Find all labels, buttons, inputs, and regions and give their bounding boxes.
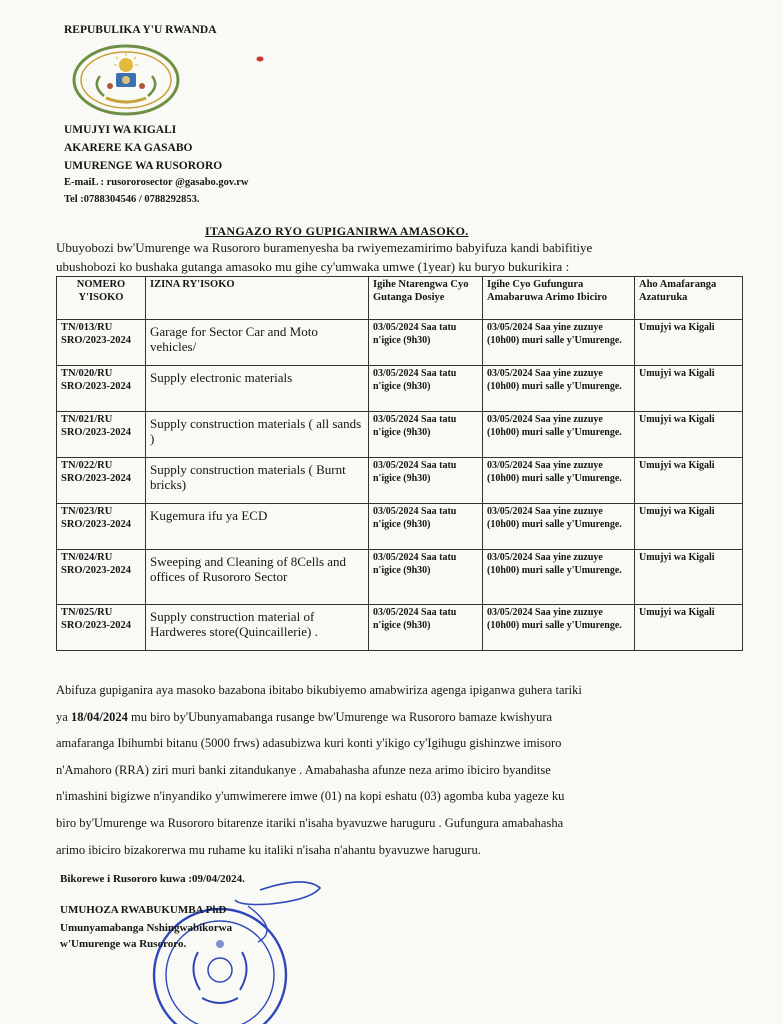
paragraph-line: Abifuza gupiganira aya masoko bazabona ibitabo bikubiyemo amabwiriza agenga ipiganwa guhera tariki	[56, 683, 582, 697]
tender-source: Umujyi wa Kigali	[635, 550, 743, 605]
paragraph-line: amafaranga Ibihumbi bitanu (5000 frws) adasubizwa kuri konti y'ikigo cy'Igihugu gishinzwe imisoro	[56, 736, 562, 751]
tender-source: Umujyi wa Kigali	[635, 366, 743, 412]
tender-opening: 03/05/2024 Saa yine zuzuye (10h00) muri salle y'Umurenge.	[483, 605, 635, 651]
table-row	[57, 458, 743, 504]
place-and-date: Bikorewe i Rusororo kuwa :09/04/2024.	[60, 873, 245, 885]
tender-opening: 03/05/2024 Saa yine zuzuye (10h00) muri salle y'Umurenge.	[483, 504, 635, 550]
table-row	[57, 550, 743, 605]
notice-intro-line-2: ubushobozi ko bushaka gutanga amasoko mu gihe cy'umwaka umwe (1year) ku buryo bukurikira :	[56, 259, 570, 274]
tender-source: Umujyi wa Kigali	[635, 605, 743, 651]
header-tender-number: NOMERO Y'ISOKO	[57, 277, 146, 320]
tender-deadline: 03/05/2024 Saa tatu n'igice (9h30)	[369, 412, 483, 458]
tender-name: Supply construction materials ( Burnt bricks)	[146, 458, 369, 504]
tender-opening: 03/05/2024 Saa yine zuzuye (10h00) muri salle y'Umurenge.	[483, 550, 635, 605]
table-row	[57, 605, 743, 651]
tender-deadline: 03/05/2024 Saa tatu n'igice (9h30)	[369, 605, 483, 651]
paragraph-line	[56, 704, 746, 731]
tenders-table	[56, 276, 743, 651]
signatory-sector: w'Umurenge wa Rusororo.	[60, 938, 187, 950]
tender-source: Umujyi wa Kigali	[635, 458, 743, 504]
red-ink-mark	[256, 56, 264, 62]
contact-phone: Tel :0788304546 / 0788292853.	[64, 194, 200, 205]
paragraph-line: n'Amahoro (RRA) ziri muri banki zitandukanye . Amabahasha afunze neza arimo ibiciro byanditse	[56, 762, 551, 777]
table-row	[57, 412, 743, 458]
tender-opening: 03/05/2024 Saa yine zuzuye (10h00) muri salle y'Umurenge.	[483, 458, 635, 504]
table-row	[57, 320, 743, 366]
paragraph-line-prefix: ya	[56, 709, 71, 724]
tender-deadline: 03/05/2024 Saa tatu n'igice (9h30)	[369, 550, 483, 605]
header-submission-deadline: Igihe Ntarengwa Cyo Gutanga Dosiye	[369, 277, 483, 320]
contact-email: E-maiL : rusororosector @gasabo.gov.rw	[64, 177, 249, 188]
tender-number: TN/024/RU SRO/2023-2024	[57, 550, 146, 605]
tender-number: TN/020/RU SRO/2023-2024	[57, 366, 146, 412]
tender-source: Umujyi wa Kigali	[635, 504, 743, 550]
table-row	[57, 366, 743, 412]
tender-name: Sweeping and Cleaning of 8Cells and offices of Rusororo Sector	[146, 550, 369, 605]
tender-opening: 03/05/2024 Saa yine zuzuye (10h00) muri salle y'Umurenge.	[483, 320, 635, 366]
paragraph-line: biro by'Umurenge wa Rusororo bitarenze itariki n'isaha byavuzwe haruguru . Gufungura amabahasha	[56, 815, 564, 830]
tender-source: Umujyi wa Kigali	[635, 320, 743, 366]
tender-name: Supply construction materials ( all sands )	[146, 412, 369, 458]
tender-number: TN/013/RU SRO/2023-2024	[57, 320, 146, 366]
tender-source: Umujyi wa Kigali	[635, 412, 743, 458]
country-name: REPUBULIKA Y'U RWANDA	[64, 24, 217, 36]
paragraph-line: n'imashini bigizwe n'inyandiko y'umwimerere imwe (01) na kopi eshatu (03) agomba kuba yageze ku	[56, 789, 565, 804]
tender-number: TN/023/RU SRO/2023-2024	[57, 504, 146, 550]
notice-title: ITANGAZO RYO GUPIGANIRWA AMASOKO.	[205, 224, 469, 238]
tender-deadline: 03/05/2024 Saa tatu n'igice (9h30)	[369, 366, 483, 412]
tender-opening: 03/05/2024 Saa yine zuzuye (10h00) muri salle y'Umurenge.	[483, 366, 635, 412]
header-funding-source: Aho Amafaranga Azaturuka	[635, 277, 743, 320]
books-available-date: 18/04/2024	[70, 709, 128, 724]
paragraph-line-suffix: mu biro by'Ubunyamabanga rusange bw'Umurenge wa Rusororo bamaze kwishyura	[127, 709, 553, 724]
district-name: AKARERE KA GASABO	[64, 142, 193, 154]
tender-name: Kugemura ifu ya ECD	[146, 504, 369, 550]
tender-name: Supply construction material of Hardweres store(Quincaillerie) .	[146, 605, 369, 651]
header-tender-name: IZINA RY'ISOKO	[146, 277, 369, 320]
tender-deadline: 03/05/2024 Saa tatu n'igice (9h30)	[369, 320, 483, 366]
signatory-title: Umunyamabanga Nshingwabikorwa	[60, 922, 233, 934]
tender-deadline: 03/05/2024 Saa tatu n'igice (9h30)	[369, 458, 483, 504]
city-name: UMUJYI WA KIGALI	[64, 124, 177, 136]
header-opening-time: Igihe Cyo Gufungura Amabaruwa Arimo Ibiciro	[483, 277, 635, 320]
signatory-name: UMUHOZA RWABUKUMBA PhD	[60, 904, 227, 916]
table-header-row	[57, 277, 743, 320]
tender-deadline: 03/05/2024 Saa tatu n'igice (9h30)	[369, 504, 483, 550]
tender-number: TN/025/RU SRO/2023-2024	[57, 605, 146, 651]
tender-name: Supply electronic materials	[146, 366, 369, 412]
instructions-paragraph	[56, 677, 746, 863]
tender-opening: 03/05/2024 Saa yine zuzuye (10h00) muri salle y'Umurenge.	[483, 412, 635, 458]
tender-number: TN/022/RU SRO/2023-2024	[57, 458, 146, 504]
tender-number: TN/021/RU SRO/2023-2024	[57, 412, 146, 458]
table-row	[57, 504, 743, 550]
tender-name: Garage for Sector Car and Moto vehicles/	[146, 320, 369, 366]
rwanda-coat-of-arms-emblem	[70, 42, 182, 118]
paragraph-line: arimo ibiciro bizakorerwa mu ruhame ku italiki n'isaha n'ahantu byavuzwe haruguru.	[56, 842, 481, 857]
notice-intro-line-1: Ubuyobozi bw'Umurenge wa Rusororo buramenyesha ba rwiyemezamirimo babyifuza kandi babifitiye	[56, 240, 593, 255]
sector-name: UMURENGE WA RUSORORO	[64, 160, 223, 172]
